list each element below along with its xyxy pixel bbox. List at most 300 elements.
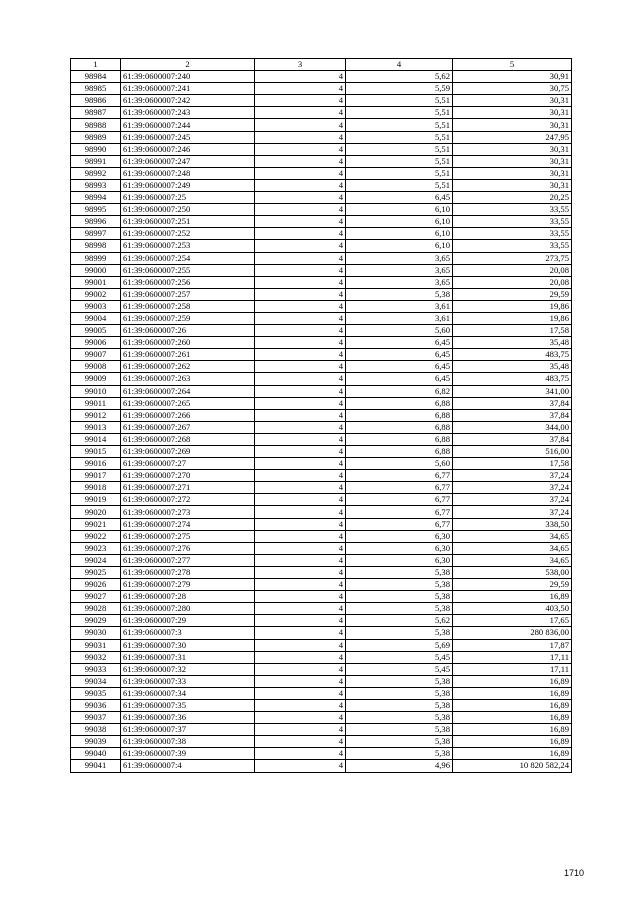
cadastral-number-cell: 61:39:0600007:259 xyxy=(121,312,255,324)
table-row xyxy=(71,494,572,506)
category-cell: 4 xyxy=(255,409,346,421)
rate-cell: 6,45 xyxy=(346,373,453,385)
table-row xyxy=(71,240,572,252)
rate-cell: 5,38 xyxy=(346,736,453,748)
category-cell: 4 xyxy=(255,482,346,494)
table-row xyxy=(71,143,572,155)
data-table xyxy=(70,58,572,773)
amount-cell: 37,24 xyxy=(453,494,572,506)
row-number-cell: 99020 xyxy=(71,506,121,518)
table-row xyxy=(71,95,572,107)
amount-cell: 30,31 xyxy=(453,107,572,119)
category-cell: 4 xyxy=(255,603,346,615)
cadastral-number-cell: 61:39:0600007:264 xyxy=(121,385,255,397)
category-cell: 4 xyxy=(255,687,346,699)
row-number-cell: 99030 xyxy=(71,627,121,639)
cadastral-number-cell: 61:39:0600007:4 xyxy=(121,760,255,772)
rate-cell: 5,51 xyxy=(346,179,453,191)
rate-cell: 5,51 xyxy=(346,167,453,179)
amount-cell: 19,86 xyxy=(453,300,572,312)
cadastral-number-cell: 61:39:0600007:32 xyxy=(121,663,255,675)
rate-cell: 6,88 xyxy=(346,421,453,433)
category-cell: 4 xyxy=(255,651,346,663)
table-row xyxy=(71,530,572,542)
row-number-cell: 98989 xyxy=(71,131,121,143)
row-number-cell: 99008 xyxy=(71,361,121,373)
row-number-cell: 99015 xyxy=(71,446,121,458)
amount-cell: 30,91 xyxy=(453,71,572,83)
rate-cell: 6,10 xyxy=(346,204,453,216)
row-number-cell: 99021 xyxy=(71,518,121,530)
rate-cell: 6,30 xyxy=(346,554,453,566)
amount-cell: 29,59 xyxy=(453,288,572,300)
cadastral-number-cell: 61:39:0600007:244 xyxy=(121,119,255,131)
column-header-5: 5 xyxy=(453,59,572,71)
amount-cell: 35,48 xyxy=(453,337,572,349)
cadastral-number-cell: 61:39:0600007:265 xyxy=(121,397,255,409)
cadastral-number-cell: 61:39:0600007:277 xyxy=(121,554,255,566)
amount-cell: 247,95 xyxy=(453,131,572,143)
amount-cell: 516,00 xyxy=(453,446,572,458)
category-cell: 4 xyxy=(255,639,346,651)
cadastral-number-cell: 61:39:0600007:25 xyxy=(121,192,255,204)
cadastral-number-cell: 61:39:0600007:34 xyxy=(121,687,255,699)
rate-cell: 5,38 xyxy=(346,748,453,760)
cadastral-number-cell: 61:39:0600007:258 xyxy=(121,300,255,312)
row-number-cell: 99004 xyxy=(71,312,121,324)
table-row xyxy=(71,264,572,276)
rate-cell: 5,60 xyxy=(346,458,453,470)
amount-cell: 30,31 xyxy=(453,179,572,191)
table-row xyxy=(71,675,572,687)
category-cell: 4 xyxy=(255,760,346,772)
cadastral-number-cell: 61:39:0600007:28 xyxy=(121,591,255,603)
amount-cell: 483,75 xyxy=(453,349,572,361)
header-row xyxy=(71,59,572,71)
rate-cell: 5,59 xyxy=(346,83,453,95)
category-cell: 4 xyxy=(255,95,346,107)
row-number-cell: 99033 xyxy=(71,663,121,675)
rate-cell: 5,69 xyxy=(346,639,453,651)
row-number-cell: 98985 xyxy=(71,83,121,95)
cadastral-number-cell: 61:39:0600007:271 xyxy=(121,482,255,494)
table-row xyxy=(71,639,572,651)
table-row xyxy=(71,349,572,361)
row-number-cell: 99017 xyxy=(71,470,121,482)
cadastral-number-cell: 61:39:0600007:266 xyxy=(121,409,255,421)
category-cell: 4 xyxy=(255,83,346,95)
cadastral-number-cell: 61:39:0600007:268 xyxy=(121,433,255,445)
rate-cell: 5,38 xyxy=(346,724,453,736)
cadastral-number-cell: 61:39:0600007:3 xyxy=(121,627,255,639)
cadastral-number-cell: 61:39:0600007:39 xyxy=(121,748,255,760)
table-row xyxy=(71,119,572,131)
amount-cell: 30,31 xyxy=(453,155,572,167)
cadastral-number-cell: 61:39:0600007:250 xyxy=(121,204,255,216)
cadastral-number-cell: 61:39:0600007:241 xyxy=(121,83,255,95)
row-number-cell: 99040 xyxy=(71,748,121,760)
table-row xyxy=(71,361,572,373)
column-header-2: 2 xyxy=(121,59,255,71)
category-cell: 4 xyxy=(255,288,346,300)
category-cell: 4 xyxy=(255,240,346,252)
table-row xyxy=(71,603,572,615)
rate-cell: 6,10 xyxy=(346,228,453,240)
cadastral-number-cell: 61:39:0600007:246 xyxy=(121,143,255,155)
amount-cell: 20,08 xyxy=(453,276,572,288)
table-row xyxy=(71,83,572,95)
category-cell: 4 xyxy=(255,433,346,445)
cadastral-number-cell: 61:39:0600007:280 xyxy=(121,603,255,615)
row-number-cell: 99029 xyxy=(71,615,121,627)
rate-cell: 5,51 xyxy=(346,131,453,143)
row-number-cell: 99011 xyxy=(71,397,121,409)
amount-cell: 16,89 xyxy=(453,724,572,736)
table-row xyxy=(71,385,572,397)
cadastral-number-cell: 61:39:0600007:256 xyxy=(121,276,255,288)
amount-cell: 33,55 xyxy=(453,228,572,240)
category-cell: 4 xyxy=(255,107,346,119)
rate-cell: 5,62 xyxy=(346,71,453,83)
amount-cell: 30,31 xyxy=(453,119,572,131)
row-number-cell: 98986 xyxy=(71,95,121,107)
column-header-3: 3 xyxy=(255,59,346,71)
row-number-cell: 99005 xyxy=(71,325,121,337)
rate-cell: 5,51 xyxy=(346,95,453,107)
table-row xyxy=(71,470,572,482)
category-cell: 4 xyxy=(255,300,346,312)
table-row xyxy=(71,192,572,204)
amount-cell: 10 820 582,24 xyxy=(453,760,572,772)
table-row xyxy=(71,542,572,554)
row-number-cell: 99037 xyxy=(71,712,121,724)
category-cell: 4 xyxy=(255,337,346,349)
table-row xyxy=(71,204,572,216)
rate-cell: 5,38 xyxy=(346,712,453,724)
cadastral-number-cell: 61:39:0600007:251 xyxy=(121,216,255,228)
rate-cell: 5,38 xyxy=(346,579,453,591)
category-cell: 4 xyxy=(255,179,346,191)
row-number-cell: 99035 xyxy=(71,687,121,699)
amount-cell: 34,65 xyxy=(453,554,572,566)
cadastral-number-cell: 61:39:0600007:29 xyxy=(121,615,255,627)
row-number-cell: 99036 xyxy=(71,699,121,711)
category-cell: 4 xyxy=(255,325,346,337)
category-cell: 4 xyxy=(255,446,346,458)
category-cell: 4 xyxy=(255,566,346,578)
rate-cell: 6,88 xyxy=(346,433,453,445)
amount-cell: 34,65 xyxy=(453,542,572,554)
row-number-cell: 99018 xyxy=(71,482,121,494)
table-row xyxy=(71,446,572,458)
category-cell: 4 xyxy=(255,736,346,748)
table-row xyxy=(71,312,572,324)
category-cell: 4 xyxy=(255,155,346,167)
amount-cell: 17,87 xyxy=(453,639,572,651)
column-header-1: 1 xyxy=(71,59,121,71)
rate-cell: 4,96 xyxy=(346,760,453,772)
row-number-cell: 99028 xyxy=(71,603,121,615)
amount-cell: 30,75 xyxy=(453,83,572,95)
cadastral-number-cell: 61:39:0600007:261 xyxy=(121,349,255,361)
row-number-cell: 98988 xyxy=(71,119,121,131)
row-number-cell: 99006 xyxy=(71,337,121,349)
table-row xyxy=(71,748,572,760)
rate-cell: 6,88 xyxy=(346,446,453,458)
table-row xyxy=(71,591,572,603)
amount-cell: 37,84 xyxy=(453,409,572,421)
row-number-cell: 98997 xyxy=(71,228,121,240)
rate-cell: 6,88 xyxy=(346,397,453,409)
row-number-cell: 99009 xyxy=(71,373,121,385)
table-row xyxy=(71,216,572,228)
category-cell: 4 xyxy=(255,518,346,530)
rate-cell: 5,51 xyxy=(346,143,453,155)
rate-cell: 6,88 xyxy=(346,409,453,421)
rate-cell: 5,45 xyxy=(346,651,453,663)
rate-cell: 6,10 xyxy=(346,240,453,252)
rate-cell: 3,61 xyxy=(346,300,453,312)
category-cell: 4 xyxy=(255,397,346,409)
table-row xyxy=(71,228,572,240)
row-number-cell: 99007 xyxy=(71,349,121,361)
cadastral-number-cell: 61:39:0600007:257 xyxy=(121,288,255,300)
table-row xyxy=(71,155,572,167)
category-cell: 4 xyxy=(255,385,346,397)
rate-cell: 5,38 xyxy=(346,687,453,699)
table-row xyxy=(71,252,572,264)
rate-cell: 6,45 xyxy=(346,349,453,361)
amount-cell: 17,58 xyxy=(453,458,572,470)
category-cell: 4 xyxy=(255,349,346,361)
row-number-cell: 98996 xyxy=(71,216,121,228)
table-row xyxy=(71,554,572,566)
table-row xyxy=(71,724,572,736)
row-number-cell: 99000 xyxy=(71,264,121,276)
row-number-cell: 99039 xyxy=(71,736,121,748)
amount-cell: 483,75 xyxy=(453,373,572,385)
table-row xyxy=(71,615,572,627)
table-row xyxy=(71,325,572,337)
cadastral-number-cell: 61:39:0600007:36 xyxy=(121,712,255,724)
table-row xyxy=(71,373,572,385)
rate-cell: 3,65 xyxy=(346,264,453,276)
amount-cell: 29,59 xyxy=(453,579,572,591)
rate-cell: 3,65 xyxy=(346,276,453,288)
rate-cell: 6,77 xyxy=(346,506,453,518)
cadastral-number-cell: 61:39:0600007:267 xyxy=(121,421,255,433)
row-number-cell: 99026 xyxy=(71,579,121,591)
table-row xyxy=(71,167,572,179)
rate-cell: 5,38 xyxy=(346,591,453,603)
row-number-cell: 99014 xyxy=(71,433,121,445)
page-number: 1710 xyxy=(564,868,585,878)
table-row xyxy=(71,760,572,772)
rate-cell: 6,77 xyxy=(346,482,453,494)
rate-cell: 5,38 xyxy=(346,627,453,639)
category-cell: 4 xyxy=(255,373,346,385)
cadastral-number-cell: 61:39:0600007:270 xyxy=(121,470,255,482)
category-cell: 4 xyxy=(255,470,346,482)
cadastral-number-cell: 61:39:0600007:33 xyxy=(121,675,255,687)
rate-cell: 5,38 xyxy=(346,603,453,615)
table-row xyxy=(71,421,572,433)
row-number-cell: 99024 xyxy=(71,554,121,566)
cadastral-number-cell: 61:39:0600007:274 xyxy=(121,518,255,530)
rate-cell: 5,51 xyxy=(346,107,453,119)
rate-cell: 5,51 xyxy=(346,119,453,131)
row-number-cell: 99031 xyxy=(71,639,121,651)
cadastral-number-cell: 61:39:0600007:253 xyxy=(121,240,255,252)
category-cell: 4 xyxy=(255,699,346,711)
amount-cell: 37,24 xyxy=(453,470,572,482)
table-row xyxy=(71,409,572,421)
category-cell: 4 xyxy=(255,361,346,373)
table-row xyxy=(71,300,572,312)
cadastral-number-cell: 61:39:0600007:278 xyxy=(121,566,255,578)
amount-cell: 37,84 xyxy=(453,397,572,409)
rate-cell: 6,77 xyxy=(346,470,453,482)
cadastral-number-cell: 61:39:0600007:252 xyxy=(121,228,255,240)
category-cell: 4 xyxy=(255,724,346,736)
amount-cell: 344,00 xyxy=(453,421,572,433)
row-number-cell: 99012 xyxy=(71,409,121,421)
cadastral-number-cell: 61:39:0600007:247 xyxy=(121,155,255,167)
rate-cell: 5,38 xyxy=(346,675,453,687)
cadastral-number-cell: 61:39:0600007:248 xyxy=(121,167,255,179)
cadastral-number-cell: 61:39:0600007:31 xyxy=(121,651,255,663)
category-cell: 4 xyxy=(255,663,346,675)
row-number-cell: 98995 xyxy=(71,204,121,216)
rate-cell: 6,82 xyxy=(346,385,453,397)
category-cell: 4 xyxy=(255,494,346,506)
rate-cell: 5,38 xyxy=(346,699,453,711)
rate-cell: 6,30 xyxy=(346,542,453,554)
column-header-4: 4 xyxy=(346,59,453,71)
amount-cell: 538,00 xyxy=(453,566,572,578)
category-cell: 4 xyxy=(255,204,346,216)
amount-cell: 16,89 xyxy=(453,675,572,687)
category-cell: 4 xyxy=(255,591,346,603)
category-cell: 4 xyxy=(255,312,346,324)
amount-cell: 16,89 xyxy=(453,748,572,760)
category-cell: 4 xyxy=(255,131,346,143)
table-row xyxy=(71,687,572,699)
table-row xyxy=(71,107,572,119)
category-cell: 4 xyxy=(255,530,346,542)
cadastral-number-cell: 61:39:0600007:243 xyxy=(121,107,255,119)
row-number-cell: 99038 xyxy=(71,724,121,736)
table-row xyxy=(71,131,572,143)
table-row xyxy=(71,482,572,494)
row-number-cell: 98992 xyxy=(71,167,121,179)
amount-cell: 20,08 xyxy=(453,264,572,276)
amount-cell: 273,75 xyxy=(453,252,572,264)
cadastral-number-cell: 61:39:0600007:27 xyxy=(121,458,255,470)
table-row xyxy=(71,712,572,724)
amount-cell: 33,55 xyxy=(453,216,572,228)
cadastral-number-cell: 61:39:0600007:37 xyxy=(121,724,255,736)
table-row xyxy=(71,506,572,518)
category-cell: 4 xyxy=(255,252,346,264)
rate-cell: 5,62 xyxy=(346,615,453,627)
cadastral-number-cell: 61:39:0600007:260 xyxy=(121,337,255,349)
amount-cell: 33,55 xyxy=(453,204,572,216)
row-number-cell: 98990 xyxy=(71,143,121,155)
cadastral-number-cell: 61:39:0600007:275 xyxy=(121,530,255,542)
category-cell: 4 xyxy=(255,216,346,228)
table-row xyxy=(71,579,572,591)
row-number-cell: 98999 xyxy=(71,252,121,264)
cadastral-number-cell: 61:39:0600007:276 xyxy=(121,542,255,554)
rate-cell: 5,38 xyxy=(346,566,453,578)
category-cell: 4 xyxy=(255,276,346,288)
amount-cell: 17,65 xyxy=(453,615,572,627)
rate-cell: 5,51 xyxy=(346,155,453,167)
rate-cell: 6,45 xyxy=(346,361,453,373)
amount-cell: 20,25 xyxy=(453,192,572,204)
amount-cell: 16,89 xyxy=(453,687,572,699)
row-number-cell: 98993 xyxy=(71,179,121,191)
table-row xyxy=(71,288,572,300)
cadastral-number-cell: 61:39:0600007:272 xyxy=(121,494,255,506)
cadastral-number-cell: 61:39:0600007:242 xyxy=(121,95,255,107)
row-number-cell: 98994 xyxy=(71,192,121,204)
row-number-cell: 99025 xyxy=(71,566,121,578)
row-number-cell: 99002 xyxy=(71,288,121,300)
rate-cell: 5,38 xyxy=(346,288,453,300)
category-cell: 4 xyxy=(255,71,346,83)
amount-cell: 16,89 xyxy=(453,736,572,748)
rate-cell: 6,77 xyxy=(346,494,453,506)
table-row xyxy=(71,337,572,349)
category-cell: 4 xyxy=(255,542,346,554)
table-row xyxy=(71,433,572,445)
cadastral-number-cell: 61:39:0600007:38 xyxy=(121,736,255,748)
table-row xyxy=(71,627,572,639)
category-cell: 4 xyxy=(255,748,346,760)
rate-cell: 6,45 xyxy=(346,337,453,349)
table-row xyxy=(71,276,572,288)
amount-cell: 403,50 xyxy=(453,603,572,615)
cadastral-number-cell: 61:39:0600007:279 xyxy=(121,579,255,591)
row-number-cell: 99023 xyxy=(71,542,121,554)
amount-cell: 16,89 xyxy=(453,699,572,711)
cadastral-number-cell: 61:39:0600007:26 xyxy=(121,325,255,337)
cadastral-number-cell: 61:39:0600007:240 xyxy=(121,71,255,83)
amount-cell: 30,31 xyxy=(453,95,572,107)
category-cell: 4 xyxy=(255,421,346,433)
amount-cell: 37,24 xyxy=(453,506,572,518)
amount-cell: 280 836,00 xyxy=(453,627,572,639)
amount-cell: 30,31 xyxy=(453,143,572,155)
row-number-cell: 98984 xyxy=(71,71,121,83)
table-row xyxy=(71,71,572,83)
table-row xyxy=(71,397,572,409)
amount-cell: 16,89 xyxy=(453,591,572,603)
row-number-cell: 99022 xyxy=(71,530,121,542)
amount-cell: 17,11 xyxy=(453,651,572,663)
rate-cell: 5,60 xyxy=(346,325,453,337)
row-number-cell: 99034 xyxy=(71,675,121,687)
category-cell: 4 xyxy=(255,228,346,240)
table-row xyxy=(71,179,572,191)
cadastral-number-cell: 61:39:0600007:245 xyxy=(121,131,255,143)
amount-cell: 34,65 xyxy=(453,530,572,542)
amount-cell: 341,00 xyxy=(453,385,572,397)
table-row xyxy=(71,518,572,530)
rate-cell: 3,65 xyxy=(346,252,453,264)
